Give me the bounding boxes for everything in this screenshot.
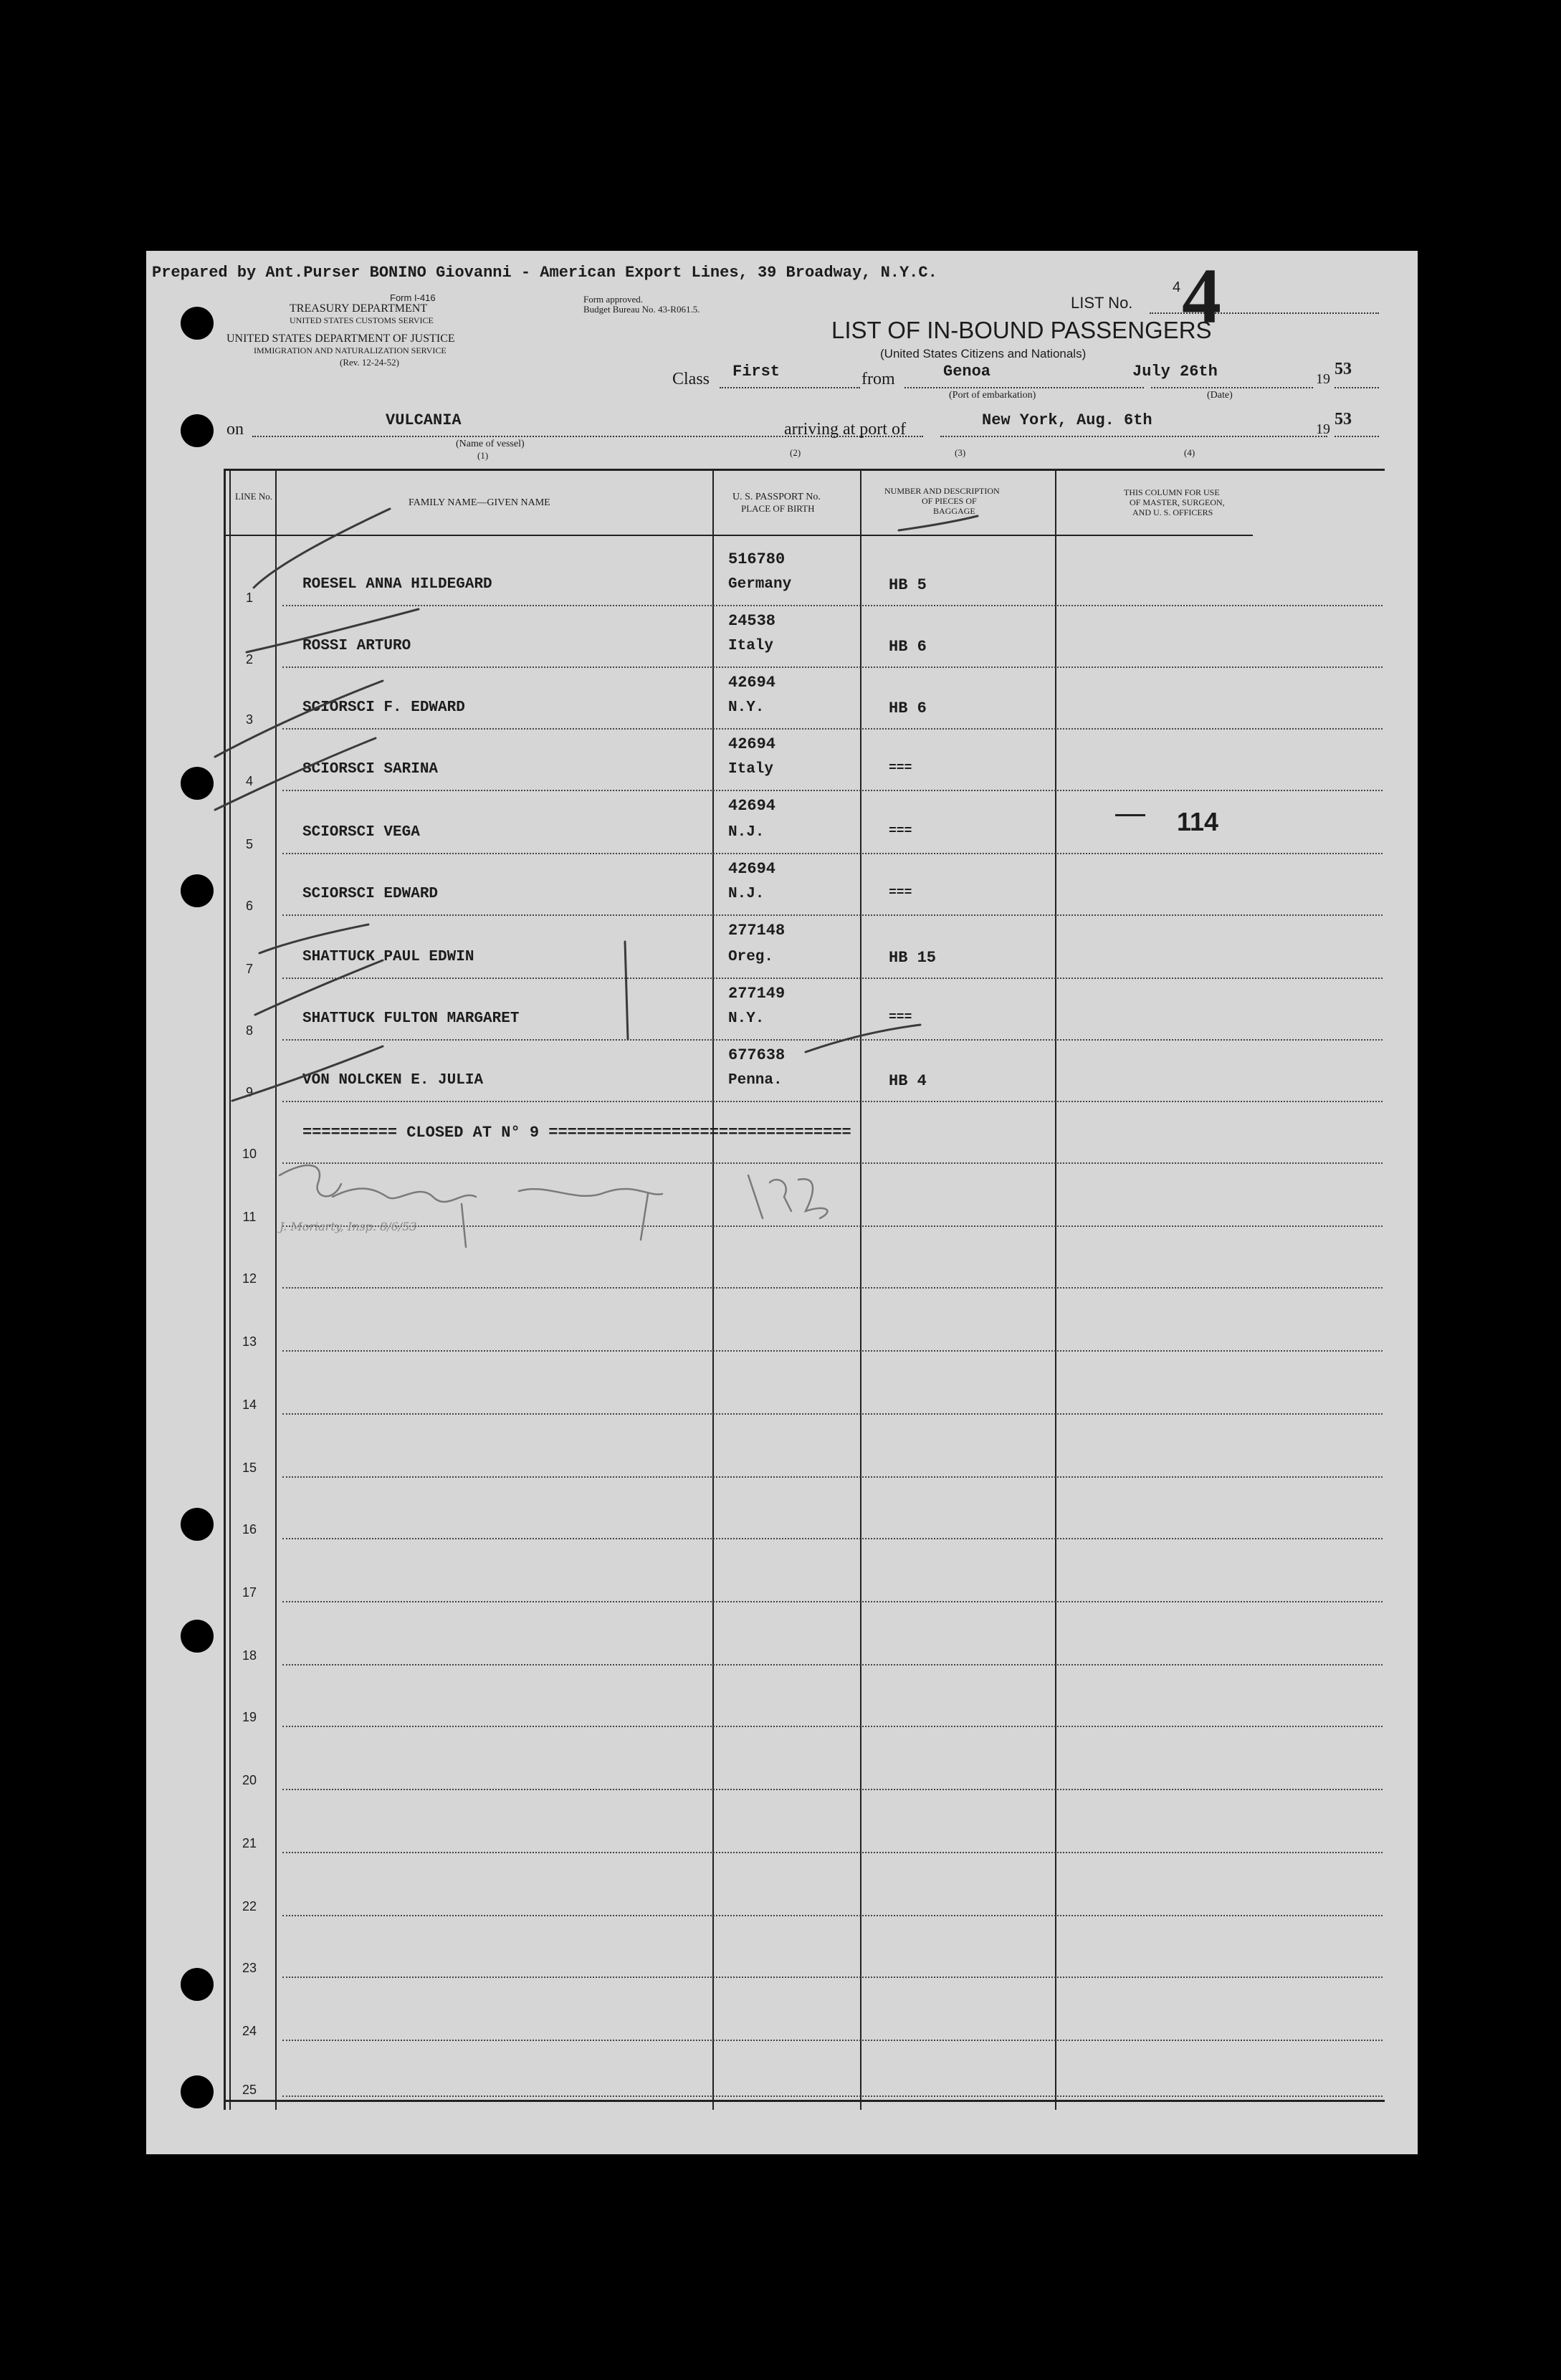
form-number: Form I-416: [390, 292, 436, 303]
vessel-caption: (Name of vessel): [456, 439, 525, 449]
column-caption-4: (4): [1184, 447, 1195, 458]
place-of-birth: Italy: [728, 638, 774, 654]
from-label: from: [861, 370, 895, 388]
line-number: 15: [242, 1461, 257, 1475]
place-of-birth: N.J.: [728, 886, 765, 902]
baggage: HB 15: [889, 949, 937, 967]
line-number: 11: [242, 1210, 257, 1224]
line-number: 3: [245, 712, 253, 727]
department-of-justice: UNITED STATES DEPARTMENT OF JUSTICE: [226, 333, 455, 345]
place-of-birth: N.Y.: [728, 1010, 765, 1027]
header-family-name: FAMILY NAME—GIVEN NAME: [409, 497, 550, 508]
line-number: 16: [242, 1522, 257, 1537]
place-of-birth: Germany: [728, 576, 792, 593]
immigration-service: IMMIGRATION AND NATURALIZATION SERVICE: [254, 345, 447, 355]
place-of-birth: Penna.: [728, 1072, 783, 1089]
treasury-department: TREASURY DEPARTMENT: [290, 302, 428, 315]
closed-at-line: ========== CLOSED AT N° 9 ================================: [302, 1124, 851, 1142]
passenger-name: ROESEL ANNA HILDEGARD: [302, 576, 492, 593]
column-caption-1: (1): [477, 450, 489, 461]
port-embarkation-caption: (Port of embarkation): [949, 390, 1036, 401]
baggage: ===: [889, 824, 912, 838]
handwritten-marks: [146, 251, 1418, 2154]
year2-value: 53: [1335, 410, 1352, 429]
passport-number: 277148: [728, 922, 786, 940]
line-number: 20: [242, 1773, 257, 1787]
line-number: 6: [245, 899, 253, 913]
document-title: LIST OF IN-BOUND PASSENGERS: [831, 317, 1212, 343]
year-prefix: 19: [1316, 371, 1330, 387]
class-label: Class: [672, 370, 710, 388]
header-baggage-1: NUMBER AND DESCRIPTION: [884, 486, 1000, 496]
line-number: 7: [245, 962, 253, 976]
line-number: 8: [245, 1023, 253, 1038]
passenger-name: ROSSI ARTURO: [302, 638, 411, 654]
passport-number: 42694: [728, 860, 776, 878]
line-number: 12: [242, 1271, 257, 1286]
place-of-birth: N.J.: [728, 824, 765, 841]
vessel-value: VULCANIA: [386, 411, 462, 429]
line-number: 14: [242, 1397, 257, 1412]
list-number-label: LIST No.: [1071, 294, 1133, 312]
passport-number: 516780: [728, 550, 786, 568]
form-revision: (Rev. 12-24-52): [340, 357, 399, 368]
place-of-birth: Oreg.: [728, 949, 774, 965]
year2-prefix: 19: [1316, 421, 1330, 437]
line-number: 17: [242, 1585, 257, 1600]
header-officer-2: OF MASTER, SURGEON,: [1130, 497, 1225, 507]
baggage: HB 5: [889, 576, 927, 594]
baggage: HB 6: [889, 638, 927, 656]
baggage: ===: [889, 1010, 912, 1025]
line-number: 13: [242, 1334, 257, 1349]
budget-bureau: Budget Bureau No. 43-R061.5.: [583, 304, 700, 315]
passenger-name: SCIORSCI VEGA: [302, 824, 420, 841]
passport-number: 24538: [728, 612, 776, 630]
header-baggage-2: OF PIECES OF: [922, 496, 977, 506]
line-number: 10: [242, 1147, 257, 1161]
class-value: First: [732, 363, 780, 381]
year-value: 53: [1335, 360, 1352, 378]
header-officer-3: AND U. S. OFFICERS: [1132, 507, 1213, 517]
inspector-signature: J. Moriarty, Insp. 8/6/53: [280, 1220, 417, 1233]
passport-number: 677638: [728, 1046, 786, 1064]
header-place-of-birth: PLACE OF BIRTH: [741, 503, 815, 514]
baggage: ===: [889, 761, 912, 775]
date-caption: (Date): [1207, 390, 1233, 401]
line-number: 19: [242, 1710, 257, 1724]
passenger-name: SHATTUCK FULTON MARGARET: [302, 1010, 520, 1027]
header-line-no: LINE No.: [235, 491, 272, 502]
line-number: 18: [242, 1648, 257, 1663]
line-number: 24: [242, 2024, 257, 2038]
line-number: 4: [245, 774, 253, 788]
baggage: ===: [889, 886, 912, 900]
passport-number: 42694: [728, 735, 776, 753]
passport-number: 42694: [728, 674, 776, 692]
document-subtitle: (United States Citizens and Nationals): [880, 347, 1087, 360]
line-number: 23: [242, 1961, 257, 1975]
passenger-name: SHATTUCK PAUL EDWIN: [302, 949, 474, 965]
passenger-name: VON NOLCKEN E. JULIA: [302, 1072, 484, 1089]
on-label: on: [226, 420, 244, 439]
line-number: 1: [245, 591, 253, 605]
arriving-label: arriving at port of: [784, 420, 906, 439]
place-of-birth: N.Y.: [728, 699, 765, 716]
customs-service: UNITED STATES CUSTOMS SERVICE: [290, 315, 434, 325]
line-number: 25: [242, 2083, 257, 2097]
line-number: 21: [242, 1836, 257, 1850]
column-caption-3: (3): [955, 447, 966, 458]
header-passport: U. S. PASSPORT No.: [732, 492, 821, 502]
passenger-name: SCIORSCI SARINA: [302, 761, 439, 778]
passport-number: 42694: [728, 797, 776, 815]
passenger-name: SCIORSCI EDWARD: [302, 886, 439, 902]
line-number: 2: [245, 652, 253, 666]
place-of-birth: Italy: [728, 761, 774, 778]
manifest-sheet: [146, 251, 1418, 2154]
from-value: Genoa: [943, 363, 991, 381]
form-approved: Form approved.: [583, 294, 644, 305]
date-value: July 26th: [1132, 363, 1218, 381]
arriving-value: New York, Aug. 6th: [982, 411, 1152, 429]
prepared-by: Prepared by Ant.Purser BONINO Giovanni - American Export Lines, 39 Broadway, N.Y.C.: [152, 264, 937, 282]
baggage: HB 6: [889, 699, 927, 717]
column-caption-2: (2): [790, 447, 801, 458]
list-number-large: 4: [1182, 252, 1221, 340]
line-number: 9: [245, 1085, 253, 1099]
passenger-name: SCIORSCI F. EDWARD: [302, 699, 465, 716]
list-number-small: 4: [1173, 279, 1181, 295]
baggage: HB 4: [889, 1072, 927, 1090]
header-officer-1: THIS COLUMN FOR USE: [1124, 487, 1220, 497]
officer-note: 114: [1177, 807, 1219, 836]
header-baggage-3: BAGGAGE: [933, 506, 975, 516]
line-number: 22: [242, 1899, 257, 1913]
passport-number: 277149: [728, 985, 786, 1003]
line-number: 5: [245, 837, 253, 851]
